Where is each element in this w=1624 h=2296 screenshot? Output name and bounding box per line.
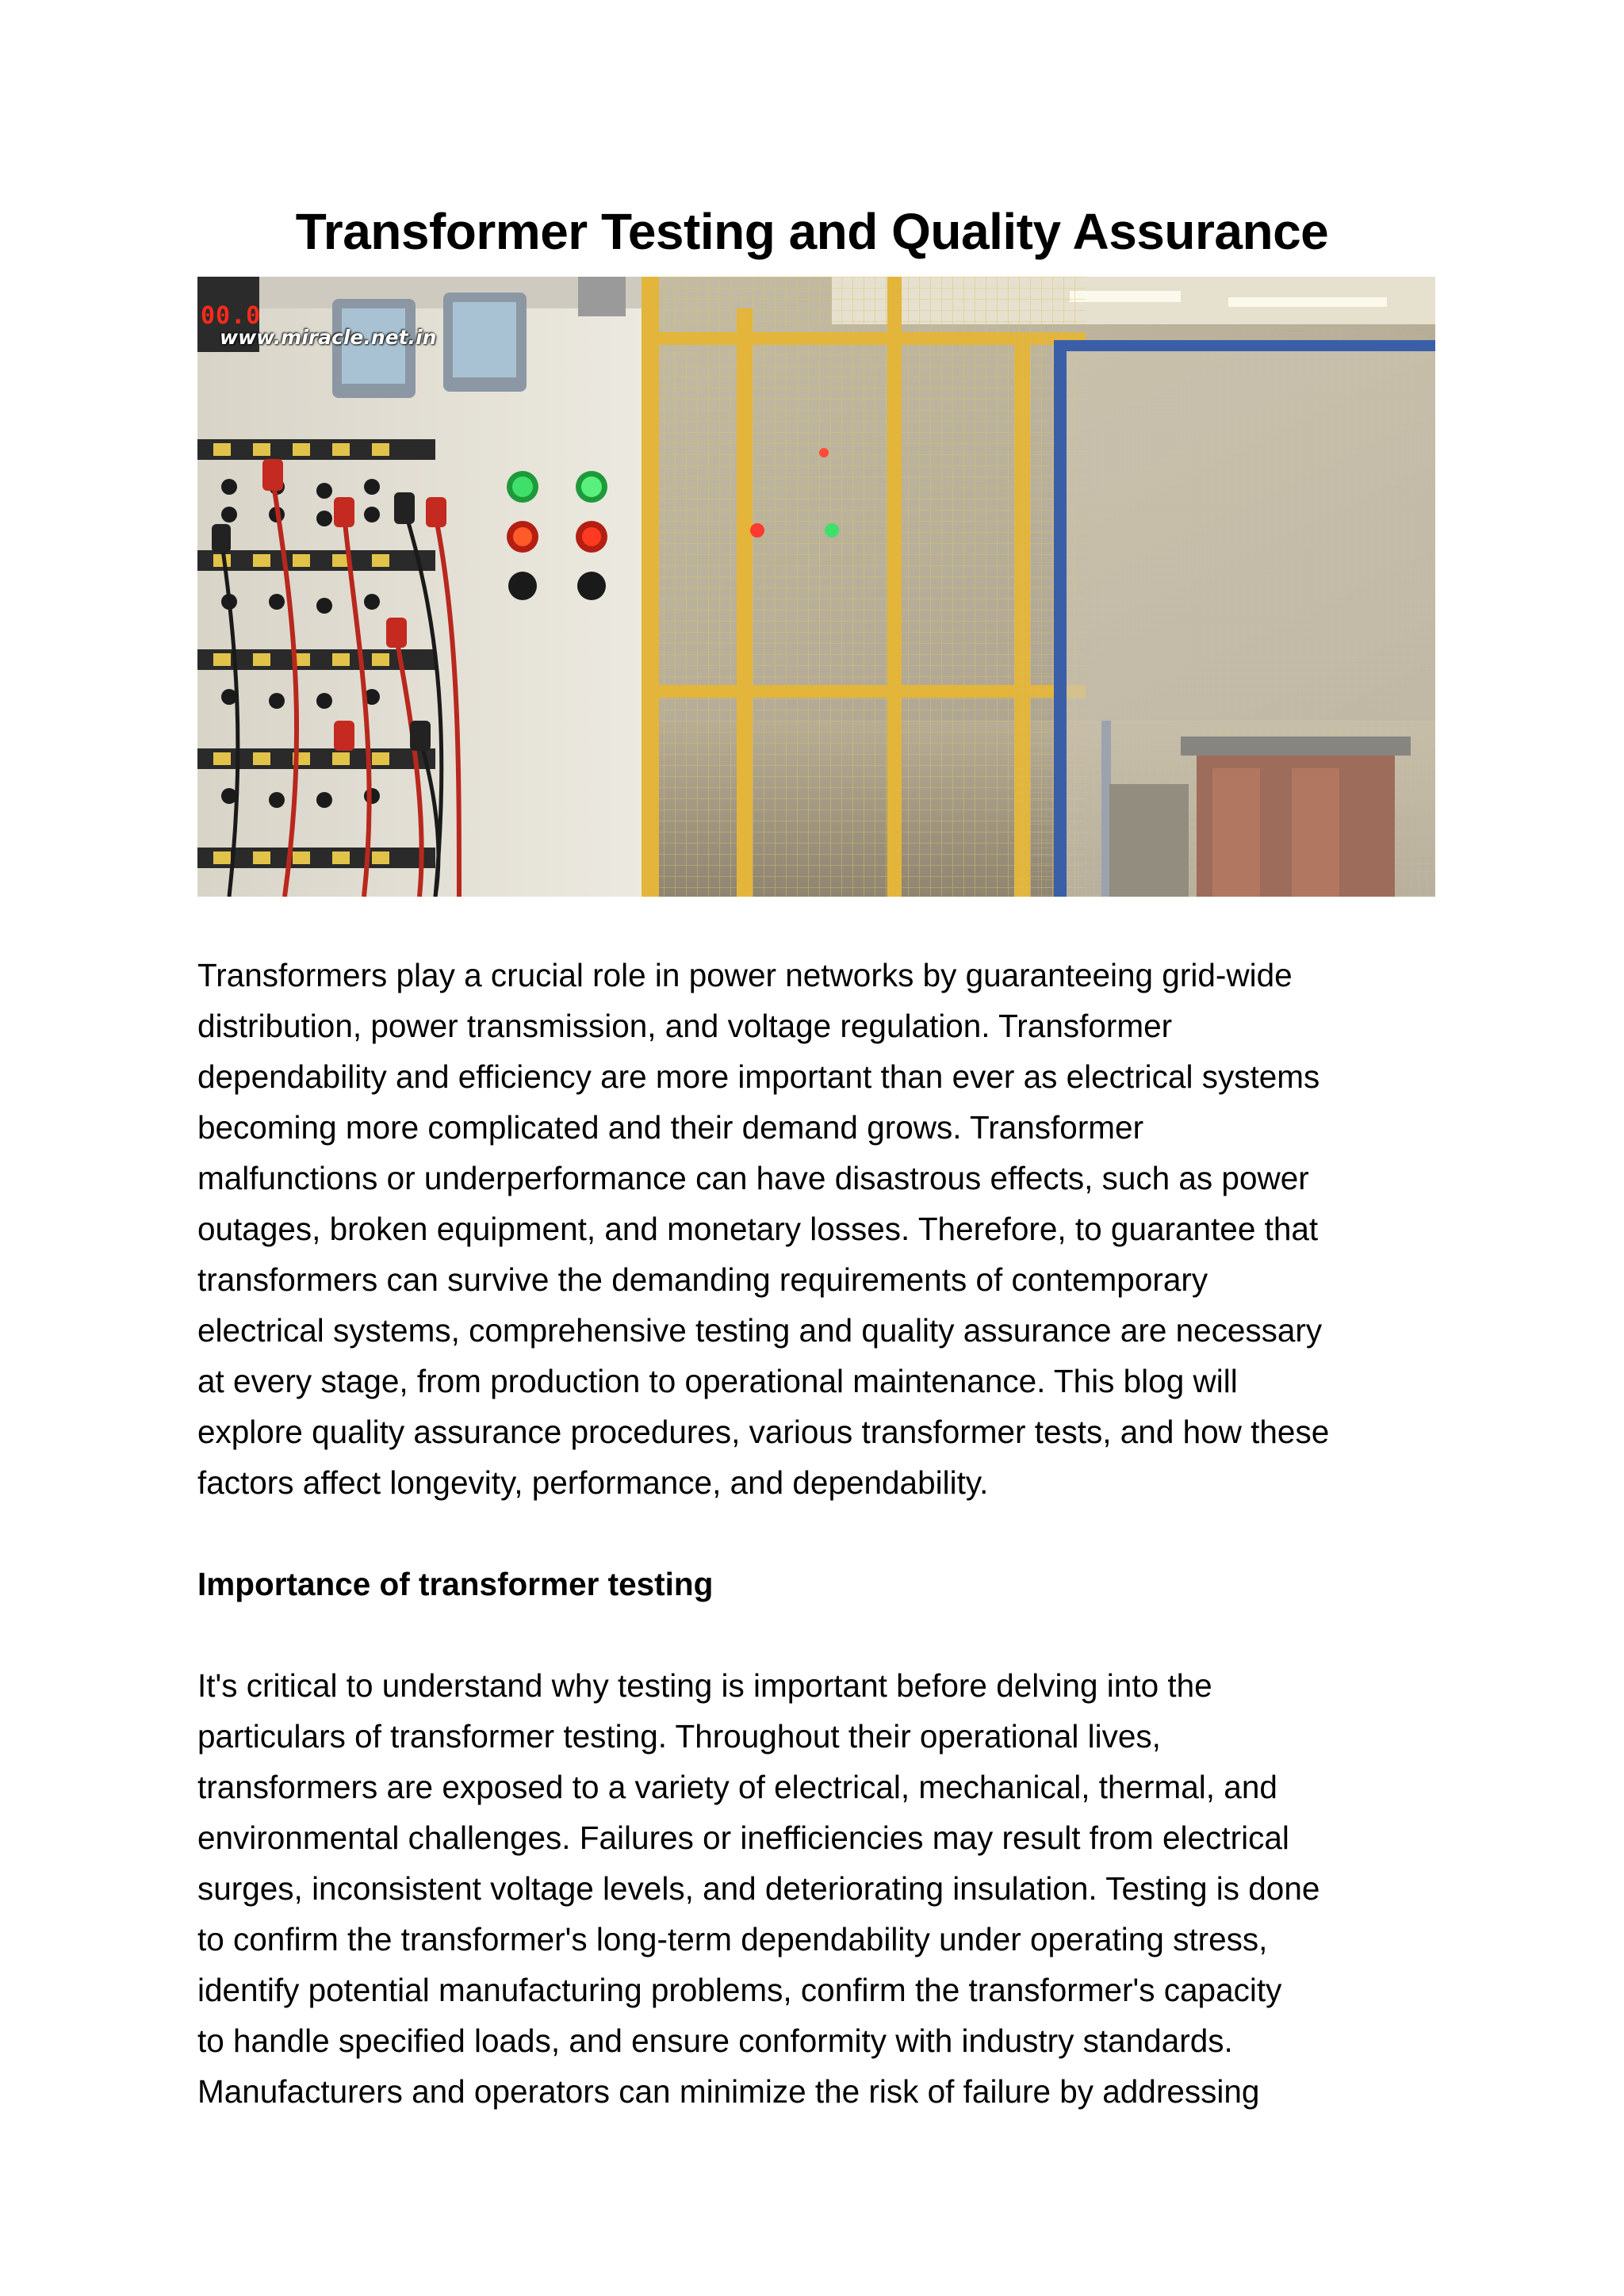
importance-paragraph: It's critical to understand why testing is important before delving into the particulars of transformer testing. Throughout their operational lives, transformers are exposed to a variety of electrical, mechanical, thermal, and environmental challenges. Failures or inefficiencies may result from electrical surges, inconsistent voltage levels, and deteriorating insulation. Testing is done to confirm the transformer's long-term dependability under operating stress, identify potential manufacturing problems, confirm the transformer's capacity to handle specified loads, and ensure conformity with industry standards. Manufacturers and operators can minimize the risk of failure by addressing [197, 1667, 1320, 2110]
photo-illustration [197, 277, 1435, 897]
section-heading: Importance of transformer testing [197, 1566, 714, 1602]
image-watermark: www.miracle.net.in [220, 326, 437, 349]
intro-paragraph: Transformers play a crucial role in power networks by guaranteeing grid-wide distribution, power transmission, and voltage regulation. Transformer dependability and efficiency are more important than ever as electrical systems becoming more complicated and their demand grows. Transformer malfunctions or underperformance can have disastrous effects, such as power outages, broken equipment, and monetary losses. Therefore, to guarantee that transformers can survive the demanding requirements of contemporary electrical systems, comprehensive testing and quality assurance are necessary at every stage, from production to operational maintenance. This blog will explore quality assurance procedures, various transformer tests, and how these factors affect longevity, performance, and dependability. [197, 957, 1330, 1501]
meter-readout: 00.0 [201, 302, 262, 330]
page-title: Transformer Testing and Quality Assurance [295, 203, 1329, 260]
transformer-test-lab-photo [197, 277, 1435, 897]
